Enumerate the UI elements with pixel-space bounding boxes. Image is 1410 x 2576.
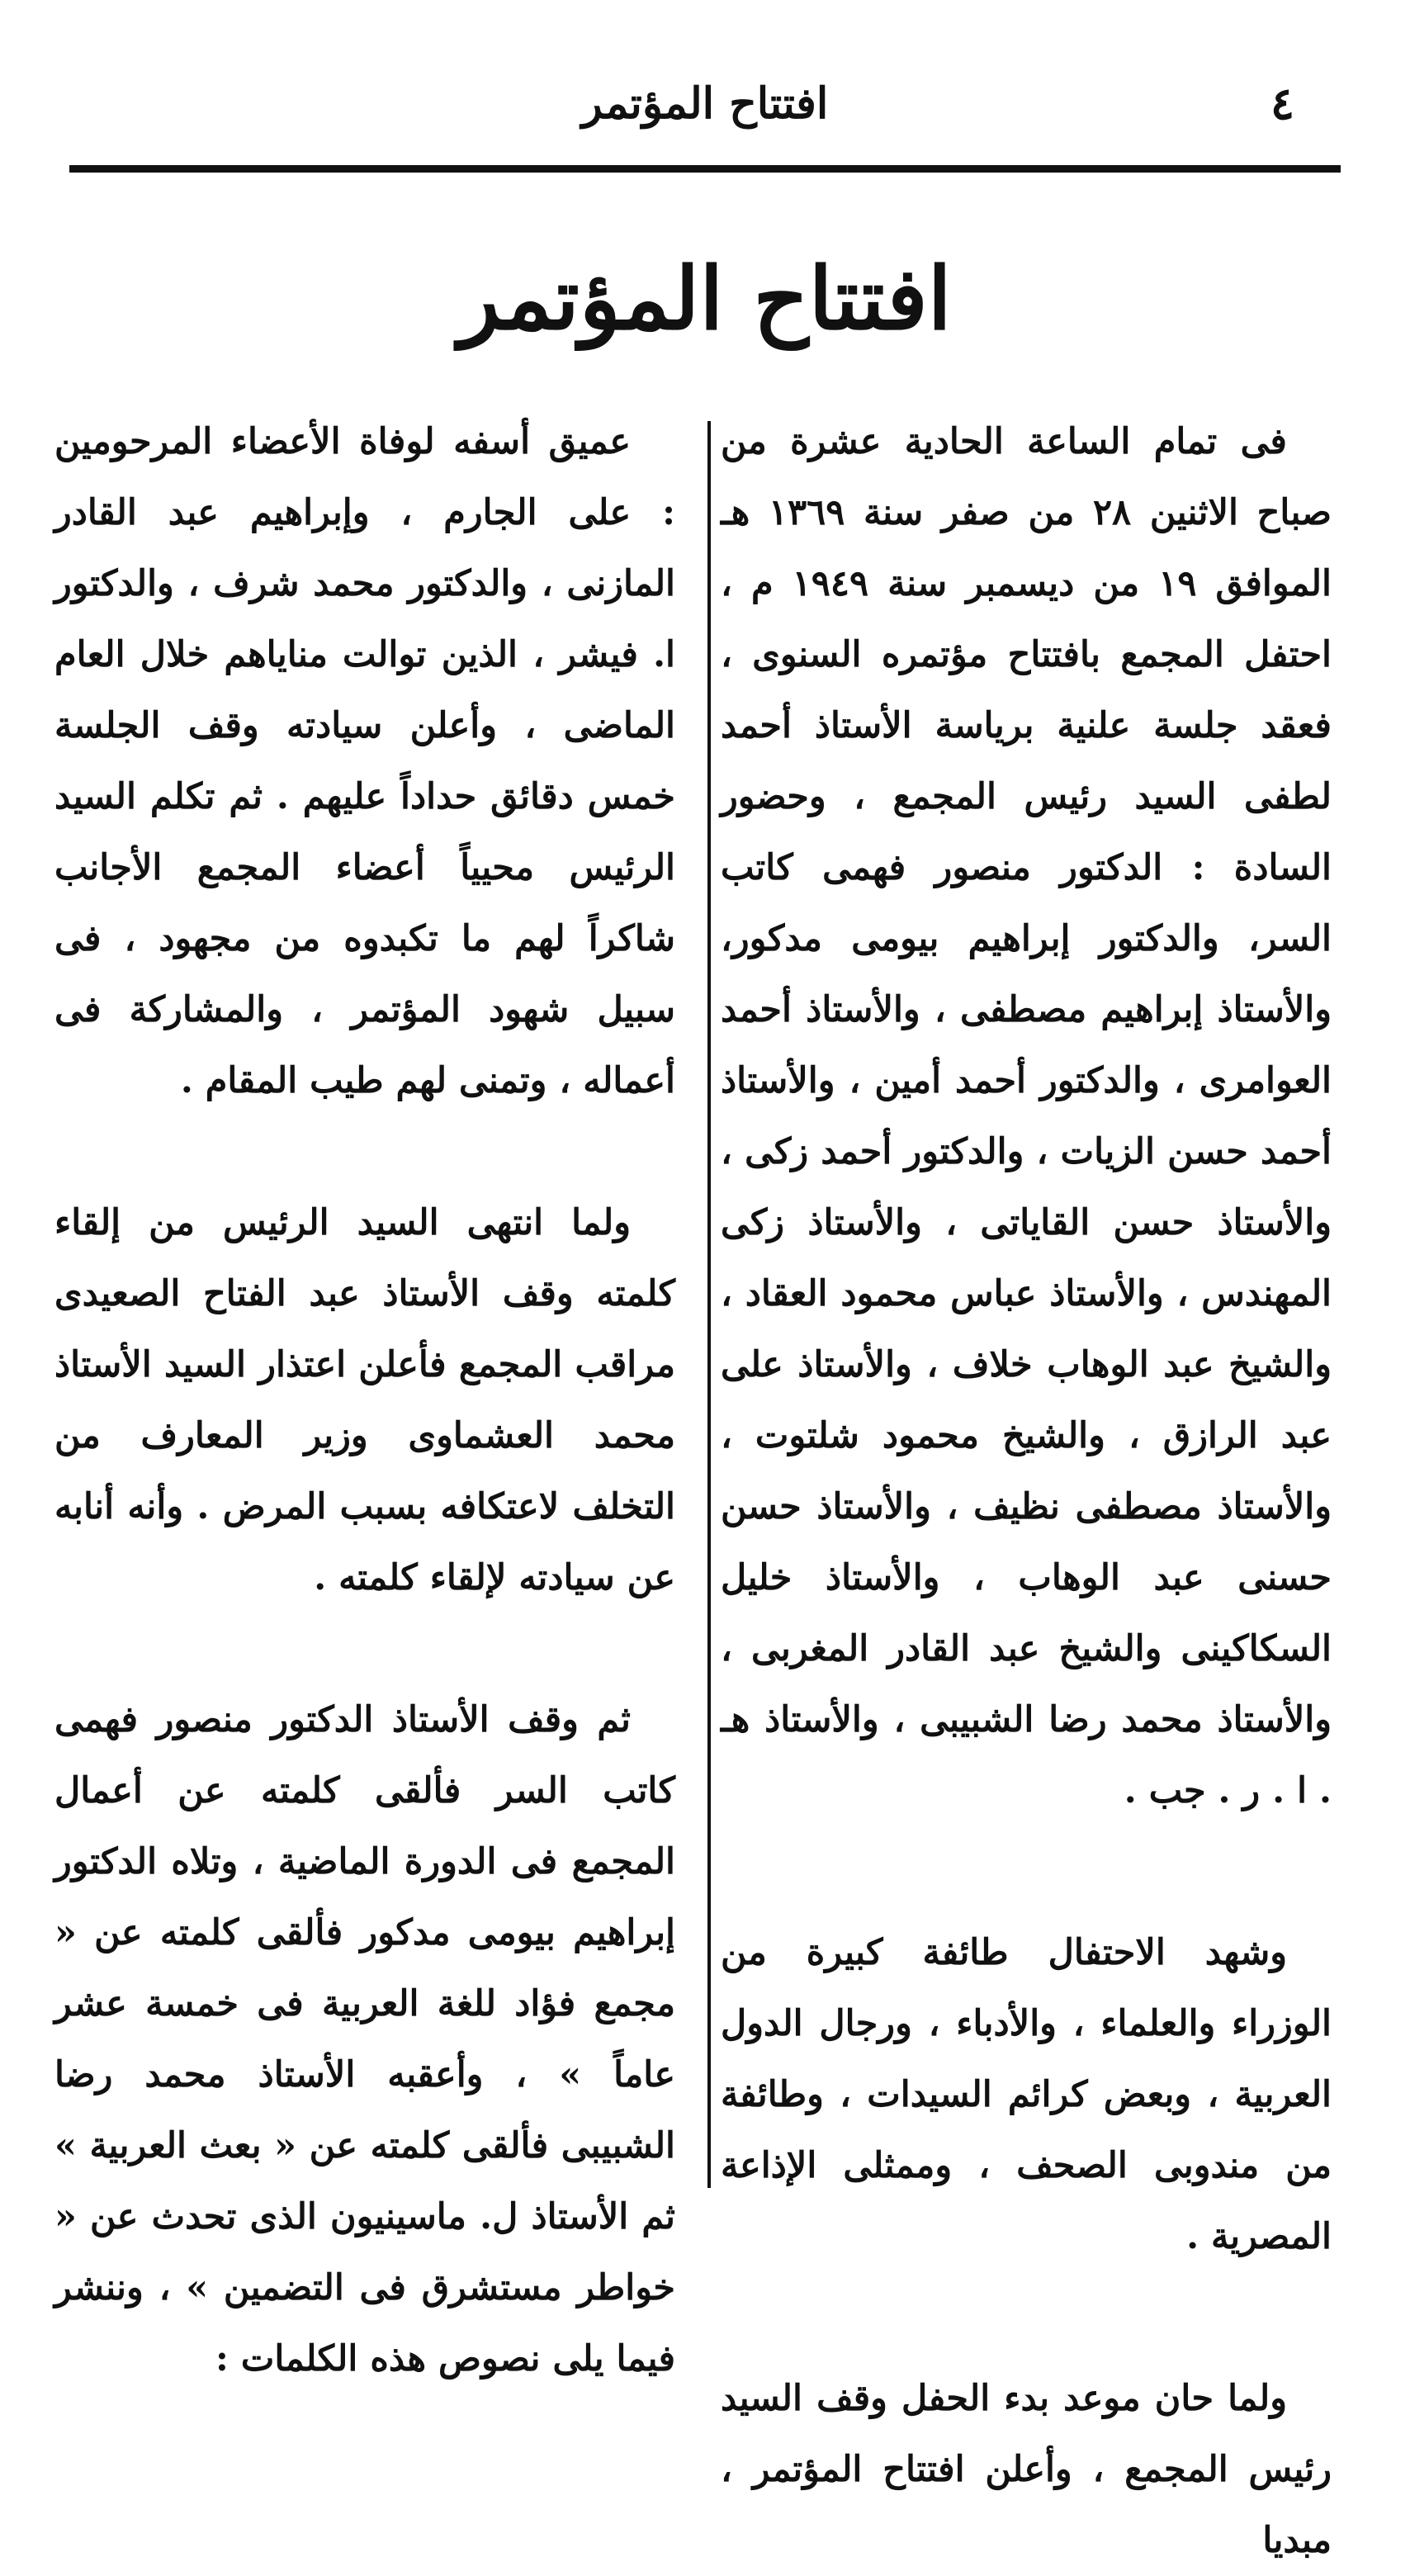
paragraph-gap	[721, 2272, 1332, 2363]
left-column	[54, 406, 675, 2394]
paragraph-attendance: فى تمام الساعة الحادية عشرة من صباح الاثنين ٢٨ من صفر سنة ١٣٦٩ هـ الموافق ١٩ من ديسمبر سنة ١٩٤٩ م ، احتفل المجمع بافتتاح مؤتمره السنوى ، فعقد جلسة علنية برياسة الأستاذ أحمد لطفى السيد رئيس المجمع ، وحضور السادة : الدكتور منصور فهمى كاتب السر، والدكتور إبراهيم بيومى مدكور، والأستاذ إبراهيم مصطفى ، والأستاذ أحمد العوامرى ، والدكتور أحمد أمين ، والأستاذ أحمد حسن الزيات ، والدكتور أحمد زكى ، والأستاذ حسن القاياتى ، والأستاذ زكى المهندس ، والأستاذ عباس محمود العقاد ، والشيخ عبد الوهاب خلاف ، والأستاذ على عبد الرازق ، والشيخ محمود شلتوت ، والأستاذ مصطفى نظيف ، والأستاذ حسن حسنى عبد الوهاب ، والأستاذ خليل السكاكينى والشيخ عبد القادر المغربى ، والأستاذ محمد رضا الشبيبى ، والأستاذ هـ . ا . ر . جب .	[721, 421, 1332, 1811]
right-column	[721, 406, 1332, 2576]
page-number: ٤	[1270, 77, 1294, 130]
paragraph-gap	[721, 1826, 1332, 1917]
paragraph-gap	[54, 1613, 675, 1684]
article-title: افتتاح المؤتمر	[458, 248, 952, 349]
paragraph-speeches: ثم وقف الأستاذ الدكتور منصور فهمى كاتب السر فألقى كلمته عن أعمال المجمع فى الدورة الماضية ، وتلاه الدكتور إبراهيم بيومى مدكور فألقى كلمته عن « مجمع فؤاد للغة العربية فى خمسة عشر عاماً » ، وأعقبه الأستاذ محمد رضا الشبيبى فألقى كلمته عن « بعث العربية » ثم الأستاذ ل. ماسينيون الذى تحدث عن « خواطر مستشرق فى التضمين » ، وننشر فيما يلى نصوص هذه الكلمات :	[54, 1699, 675, 2379]
paragraph-audience: وشهد الاحتفال طائفة كبيرة من الوزراء والعلماء ، والأدباء ، ورجال الدول العربية ، وبعض كرائم السيدات ، وطائفة من مندوبى الصحف ، وممثلى الإذاعة المصرية .	[721, 1932, 1332, 2257]
running-title: افتتاح المؤتمر	[581, 78, 829, 129]
paragraph-condolence: عميق أسفه لوفاة الأعضاء المرحومين : على الجارم ، وإبراهيم عبد القادر المازنى ، والدكتور محمد شرف ، والدكتور ا. فيشر ، الذين توالت مناياهم خلال العام الماضى ، وأعلن سيادته وقف الجلسة خمس دقائق حداداً عليهم . ثم تكلم السيد الرئيس محيياً أعضاء المجمع الأجانب شاكراً لهم ما تكبدوه من مجهود ، فى سبيل شهود المؤتمر ، والمشاركة فى أعماله ، وتمنى لهم طيب المقام .	[54, 421, 675, 1101]
column-divider	[707, 421, 711, 2188]
running-header	[66, 70, 1344, 153]
paragraph-opening: ولما حان موعد بدء الحفل وقف السيد رئيس المجمع ، وأعلن افتتاح المؤتمر ، مبديا	[721, 2378, 1332, 2561]
paragraph-gap	[54, 1116, 675, 1187]
paragraph-apology: ولما انتهى السيد الرئيس من إلقاء كلمته وقف الأستاذ عبد الفتاح الصعيدى مراقب المجمع فأعلن اعتذار السيد الأستاذ محمد العشماوى وزير المعارف من التخلف لاعتكافه بسبب المرض . وأنه أنابه عن سيادته لإلقاء كلمته .	[54, 1202, 675, 1598]
header-rule	[69, 165, 1341, 173]
